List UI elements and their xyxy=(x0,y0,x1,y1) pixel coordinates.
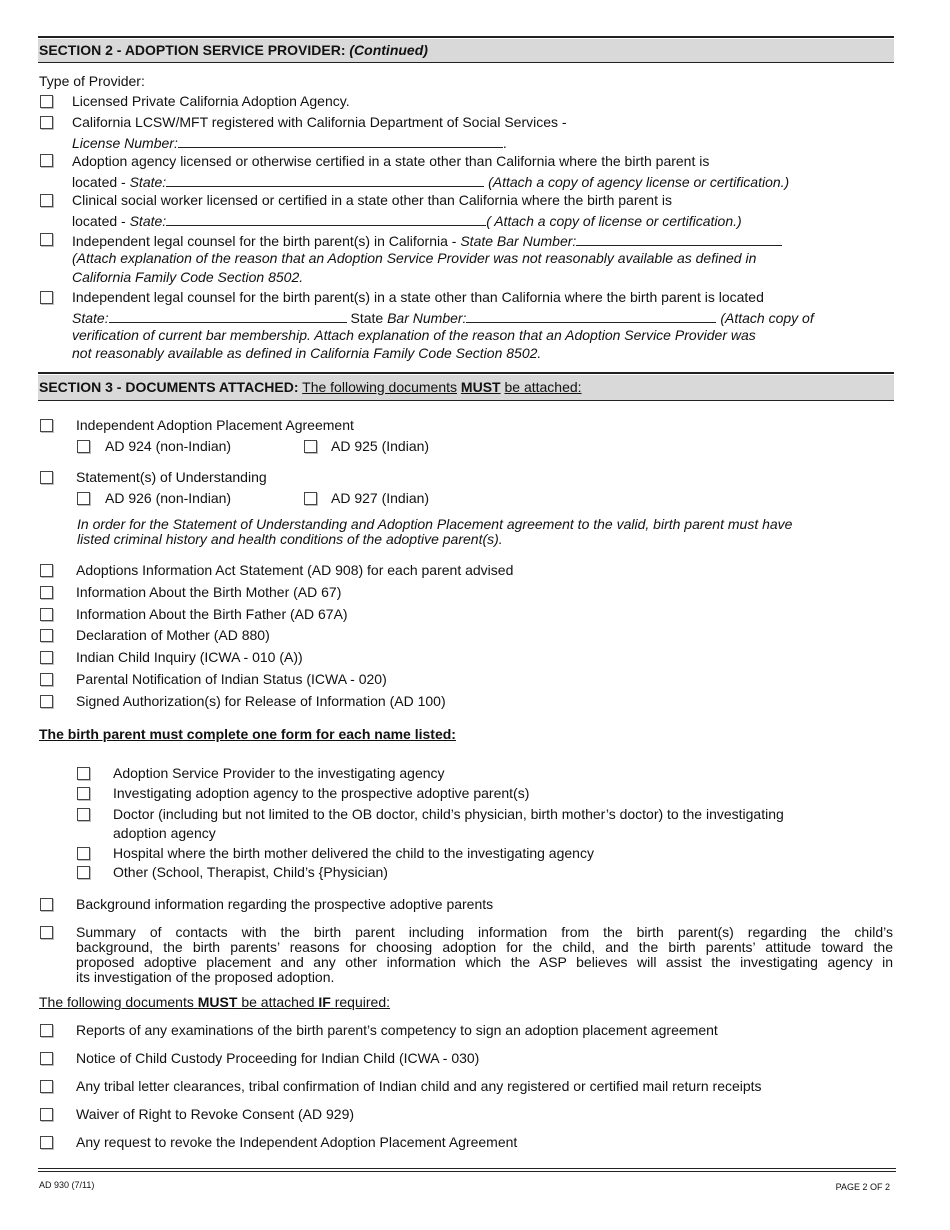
social-worker-attach-note: ( Attach a copy of license or certification.) xyxy=(486,213,742,229)
if-doc-icwa030-label: Notice of Child Custody Proceeding for Indian Child (ICWA - 030) xyxy=(76,1050,480,1066)
summary-line1: Summary of contacts with the birth parent including information from the birth parent(s) regarding the child’s xyxy=(76,924,893,940)
background-info-label: Background information regarding the prospective adoptive parents xyxy=(76,896,494,912)
doc-ad880-label: Declaration of Mother (AD 880) xyxy=(76,627,270,643)
sou-label: Statement(s) of Understanding xyxy=(76,469,267,485)
located-label: located - xyxy=(72,174,126,190)
footer-rule-bottom xyxy=(38,1171,896,1172)
form-other-checkbox[interactable] xyxy=(77,866,90,879)
doc-ad67-checkbox[interactable] xyxy=(40,586,53,599)
license-number-row: License Number: . xyxy=(72,135,507,151)
outofstate-counsel-note-line2: not reasonably available as defined in California Family Code Section 8502. xyxy=(72,345,542,361)
sou-note-line1: In order for the Statement of Understanding and Adoption Placement agreement to the valid, birth parent must have xyxy=(77,516,793,532)
ad927-checkbox[interactable] xyxy=(304,492,317,505)
ad926-checkbox[interactable] xyxy=(77,492,90,505)
form-other-label: Other (School, Therapist, Child’s {Physician) xyxy=(113,864,388,880)
state-label: State: xyxy=(129,213,167,229)
if-doc-tribal-checkbox[interactable] xyxy=(40,1080,53,1093)
section3-title: SECTION 3 - DOCUMENTS ATTACHED: xyxy=(39,379,299,395)
agency-state-field[interactable] xyxy=(166,172,484,187)
if-post: required: xyxy=(334,994,390,1010)
sou-note-line2: listed criminal history and health conditions of the adoptive parent(s). xyxy=(77,531,503,547)
background-info-checkbox[interactable] xyxy=(40,898,53,911)
footer-rule-top xyxy=(38,1168,896,1169)
doc-ad67-label: Information About the Birth Mother (AD 67) xyxy=(76,584,342,600)
if-doc-competency-checkbox[interactable] xyxy=(40,1024,53,1037)
provider-option-ca-counsel-checkbox[interactable] xyxy=(40,233,53,246)
summary-line2: background, the birth parents’ reasons for choosing adoption for the child, and the birth parents’ attitude toward the xyxy=(76,939,893,955)
ad924-label: AD 924 (non-Indian) xyxy=(105,438,232,454)
form-page xyxy=(38,36,894,63)
section3-sub-must: MUST xyxy=(460,379,501,395)
ca-counsel-row xyxy=(72,231,782,249)
ad926-label: AD 926 (non-Indian) xyxy=(105,490,232,506)
license-number-field[interactable] xyxy=(178,133,503,148)
provider-option-outofstate-counsel-checkbox[interactable] xyxy=(40,291,53,304)
license-number-label: License Number: xyxy=(72,135,178,151)
counsel-bar-number-field[interactable] xyxy=(466,308,716,323)
section3-header xyxy=(38,372,894,401)
provider-option-ca-agency-label: Licensed Private California Adoption Agency. xyxy=(72,93,350,109)
form-doctor-checkbox[interactable] xyxy=(77,808,90,821)
summary-checkbox[interactable] xyxy=(40,926,53,939)
form-hospital-label: Hospital where the birth mother delivered the child to the investigating agency xyxy=(113,845,594,861)
doc-ad100-label: Signed Authorization(s) for Release of Information (AD 100) xyxy=(76,693,446,709)
if-doc-tribal-label: Any tribal letter clearances, tribal confirmation of Indian child and any registered or certified mail return receipts xyxy=(76,1078,762,1094)
ca-counsel-note-line2: California Family Code Section 8502. xyxy=(72,269,304,285)
if-doc-revoke-checkbox[interactable] xyxy=(40,1136,53,1149)
section3-sub-post: be attached: xyxy=(504,379,582,395)
if-doc-revoke-label: Any request to revoke the Independent Adoption Placement Agreement xyxy=(76,1134,518,1150)
social-worker-state-row xyxy=(72,211,742,229)
doc-icwa010-checkbox[interactable] xyxy=(40,651,53,664)
counsel-attach-note: (Attach copy of xyxy=(720,310,814,326)
located-label: located - xyxy=(72,213,126,229)
section2-title: SECTION 2 - ADOPTION SERVICE PROVIDER: xyxy=(39,42,346,58)
state-label: State: xyxy=(129,174,167,190)
provider-option-outofstate-counsel-label: Independent legal counsel for the birth parent(s) in a state other than California where the birth parent is located xyxy=(72,289,764,305)
footer-page-number: PAGE 2 OF 2 xyxy=(835,1182,890,1192)
iapa-checkbox[interactable] xyxy=(40,419,53,432)
if-pre: The following documents xyxy=(39,994,194,1010)
provider-option-outofstate-agency-checkbox[interactable] xyxy=(40,154,53,167)
doc-icwa010-label: Indian Child Inquiry (ICWA - 010 (A)) xyxy=(76,649,303,665)
form-doctor-label: Doctor (including but not limited to the OB doctor, child’s physician, birth mother’s doctor) to the investigating xyxy=(113,806,784,822)
ad927-label: AD 927 (Indian) xyxy=(331,490,430,506)
form-agency-checkbox[interactable] xyxy=(77,787,90,800)
agency-attach-note: (Attach a copy of agency license or certification.) xyxy=(488,174,790,190)
doc-ad67a-checkbox[interactable] xyxy=(40,608,53,621)
doc-icwa020-label: Parental Notification of Indian Status (ICWA - 020) xyxy=(76,671,387,687)
summary-line4: its investigation of the proposed adoption. xyxy=(76,969,335,985)
if-doc-ad929-label: Waiver of Right to Revoke Consent (AD 929) xyxy=(76,1106,355,1122)
footer-form-id: AD 930 (7/11) xyxy=(39,1180,95,1190)
provider-option-social-worker-label: Clinical social worker licensed or certified in a state other than California where the birth parent is xyxy=(72,192,672,208)
provider-option-outofstate-agency-label: Adoption agency licensed or otherwise certified in a state other than California where the birth parent is xyxy=(72,153,710,169)
provider-type-label: Type of Provider: xyxy=(39,73,145,89)
outofstate-counsel-note-line1: verification of current bar membership. Attach explanation of the reason that an Adoption Service Provider was xyxy=(72,327,756,343)
form-doctor-label-line2: adoption agency xyxy=(113,825,216,841)
provider-option-ca-agency-checkbox[interactable] xyxy=(40,95,53,108)
if-required-heading xyxy=(39,994,390,1010)
state-bar-state-label: State xyxy=(350,310,384,326)
if-if: IF xyxy=(318,994,331,1010)
if-must: MUST xyxy=(197,994,238,1010)
if-doc-icwa030-checkbox[interactable] xyxy=(40,1052,53,1065)
provider-option-lcsw-label: California LCSW/MFT registered with California Department of Social Services - xyxy=(72,114,567,130)
section3-sub-pre: The following documents xyxy=(302,379,458,395)
section3-header-wrap xyxy=(38,372,894,401)
ad924-checkbox[interactable] xyxy=(77,440,90,453)
provider-option-social-worker-checkbox[interactable] xyxy=(40,194,53,207)
summary-line3: proposed adoptive placement and any other information which the ASP believes will assist the investigating agency in xyxy=(76,954,893,970)
state-bar-number-field[interactable] xyxy=(576,231,782,246)
if-doc-ad929-checkbox[interactable] xyxy=(40,1108,53,1121)
form-hospital-checkbox[interactable] xyxy=(77,847,90,860)
doc-icwa020-checkbox[interactable] xyxy=(40,673,53,686)
doc-ad100-checkbox[interactable] xyxy=(40,695,53,708)
form-asp-label: Adoption Service Provider to the investigating agency xyxy=(113,765,445,781)
state-bar-number-label: State Bar Number: xyxy=(460,233,577,249)
ca-counsel-note-line1: (Attach explanation of the reason that an Adoption Service Provider was not reasonably available as defined in xyxy=(72,250,757,266)
sou-checkbox[interactable] xyxy=(40,471,53,484)
doc-ad908-label: Adoptions Information Act Statement (AD 908) for each parent advised xyxy=(76,562,514,578)
iapa-label: Independent Adoption Placement Agreement xyxy=(76,417,354,433)
ad925-checkbox[interactable] xyxy=(304,440,317,453)
section2-continued: (Continued) xyxy=(349,42,428,58)
ad925-label: AD 925 (Indian) xyxy=(331,438,430,454)
section2-header xyxy=(38,36,894,63)
summary-block xyxy=(76,925,893,985)
form-agency-label: Investigating adoption agency to the prospective adoptive parent(s) xyxy=(113,785,530,801)
if-doc-competency-label: Reports of any examinations of the birth parent’s competency to sign an adoption placement agreement xyxy=(76,1022,718,1038)
provider-option-ca-counsel-label: Independent legal counsel for the birth parent(s) in California - xyxy=(72,233,457,249)
doc-ad908-checkbox[interactable] xyxy=(40,564,53,577)
if-mid: be attached xyxy=(241,994,315,1010)
outofstate-counsel-row xyxy=(72,308,814,326)
bar-number-label: Bar Number: xyxy=(387,310,467,326)
agency-state-row xyxy=(72,172,789,190)
provider-option-lcsw-checkbox[interactable] xyxy=(40,116,53,129)
form-asp-checkbox[interactable] xyxy=(77,767,90,780)
doc-ad67a-label: Information About the Birth Father (AD 67A) xyxy=(76,606,348,622)
birth-parent-heading: The birth parent must complete one form for each name listed: xyxy=(39,726,456,742)
doc-ad880-checkbox[interactable] xyxy=(40,629,53,642)
counsel-state-field[interactable] xyxy=(109,308,347,323)
social-worker-state-field[interactable] xyxy=(166,211,486,226)
state-label: State: xyxy=(72,310,109,326)
